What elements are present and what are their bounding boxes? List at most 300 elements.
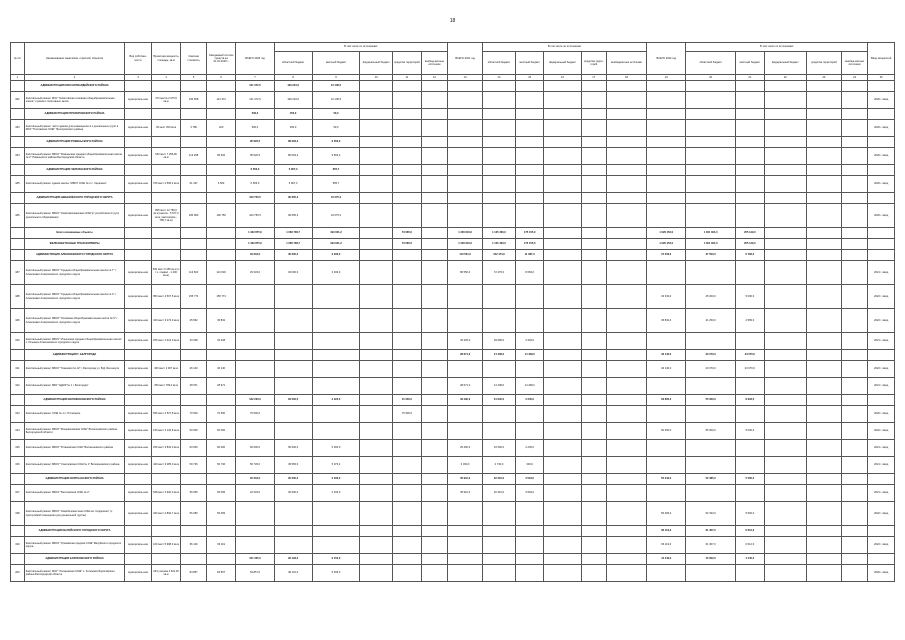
territory-2021-cell bbox=[581, 378, 606, 395]
remaining-balance-cell: 56 283 bbox=[206, 502, 236, 526]
extrabudget-2022-cell bbox=[841, 457, 867, 474]
federal-2020-cell bbox=[360, 333, 393, 350]
table-row bbox=[11, 485, 895, 502]
remaining-balance-cell: 50 736 bbox=[206, 457, 236, 474]
total-2022-cell: 1 026 453,0 bbox=[647, 239, 686, 250]
local-2020-cell bbox=[312, 502, 360, 526]
regional-2022-cell bbox=[686, 333, 736, 350]
extrabudget-2021-cell bbox=[606, 485, 646, 502]
regional-2020-cell: 109 224,0 bbox=[274, 92, 312, 109]
col-header-sources-2020: В том числе по источникам: bbox=[274, 43, 448, 52]
territory-2020-cell bbox=[393, 378, 422, 395]
ownership-kind-cell bbox=[125, 239, 151, 250]
territory-2022-cell bbox=[806, 440, 841, 457]
extrabudget-2020-cell bbox=[421, 228, 447, 239]
commission-year-cell: 2020 г. ввод bbox=[868, 204, 895, 228]
capacity-cell: 850 мест 4 567,5 кв.м bbox=[151, 285, 181, 309]
table-row bbox=[11, 261, 895, 285]
ownership-kind-cell: муниципаль-ная bbox=[125, 423, 151, 440]
local-2020-cell bbox=[312, 309, 360, 333]
local-2021-cell: 2 245,0 bbox=[515, 395, 544, 406]
federal-2021-cell bbox=[544, 250, 581, 261]
estimated-cost-cell bbox=[181, 109, 206, 120]
capacity-cell: 250 мест 3 832,0 кв.м bbox=[151, 440, 181, 457]
total-2020-cell: 1 332 875,0 bbox=[236, 239, 274, 250]
local-2021-cell bbox=[515, 565, 544, 582]
extrabudget-2020-cell bbox=[421, 239, 447, 250]
col-header-no: № п/п bbox=[11, 43, 25, 75]
ownership-kind-cell: муниципаль-ная bbox=[125, 120, 151, 137]
extrabudget-2022-cell bbox=[841, 406, 867, 423]
estimated-cost-cell: 60 000 bbox=[181, 423, 206, 440]
total-2020-cell: 50 736,0 bbox=[236, 457, 274, 474]
total-2022-cell: 66 119,0 bbox=[647, 526, 686, 537]
local-2022-cell: 5 000,0 bbox=[736, 285, 765, 309]
total-2021-cell bbox=[448, 204, 483, 228]
federal-2020-cell bbox=[360, 239, 393, 250]
federal-2020-cell bbox=[360, 109, 393, 120]
total-2020-cell: 95 626,5 bbox=[236, 137, 274, 148]
local-2021-cell bbox=[515, 81, 544, 92]
regional-2020-cell: 86 063,3 bbox=[274, 148, 312, 165]
regional-2021-cell bbox=[483, 204, 516, 228]
estimated-cost-cell: 66 119 bbox=[181, 537, 206, 554]
federal-2022-cell bbox=[764, 250, 806, 261]
extrabudget-2021-cell bbox=[606, 285, 646, 309]
capacity-cell bbox=[151, 165, 181, 176]
ownership-kind-cell bbox=[125, 526, 151, 537]
total-2022-cell: 63 800,0 bbox=[647, 395, 686, 406]
extrabudget-2022-cell bbox=[841, 120, 867, 137]
extrabudget-2021-cell bbox=[606, 92, 646, 109]
territory-2020-cell bbox=[393, 250, 422, 261]
regional-2021-cell bbox=[483, 406, 516, 423]
regional-2022-cell bbox=[686, 440, 736, 457]
federal-2022-cell bbox=[764, 81, 806, 92]
extrabudget-2022-cell bbox=[841, 440, 867, 457]
extrabudget-2020-cell bbox=[421, 350, 447, 361]
total-2021-cell: 35 910,0 bbox=[448, 474, 483, 485]
extrabudget-2020-cell bbox=[421, 554, 447, 565]
regional-2022-cell bbox=[686, 120, 736, 137]
federal-2021-cell bbox=[544, 137, 581, 148]
commission-year-cell bbox=[868, 137, 895, 148]
extrabudget-2021-cell bbox=[606, 526, 646, 537]
total-2020-cell: 1 332 875,0 bbox=[236, 228, 274, 239]
territory-2021-cell bbox=[581, 120, 606, 137]
territory-2021-cell bbox=[581, 239, 606, 250]
ownership-kind-cell: муниципаль-ная bbox=[125, 485, 151, 502]
local-2021-cell bbox=[515, 204, 544, 228]
federal-2022-cell bbox=[764, 193, 806, 204]
regional-2021-cell: 16 500,0 bbox=[483, 440, 516, 457]
investment-table-sheet bbox=[10, 42, 895, 582]
regional-2020-cell: 1 066 708,7 bbox=[274, 228, 312, 239]
total-2021-cell bbox=[448, 502, 483, 526]
federal-2021-cell bbox=[544, 565, 581, 582]
total-2021-cell bbox=[448, 285, 483, 309]
ownership-kind-cell bbox=[125, 554, 151, 565]
extrabudget-2021-cell bbox=[606, 554, 646, 565]
total-2020-cell bbox=[236, 502, 274, 526]
federal-2021-cell bbox=[544, 406, 581, 423]
regional-2020-cell: 20 000,0 bbox=[274, 485, 312, 502]
total-2021-cell bbox=[448, 309, 483, 333]
total-2022-cell: 55 343,0 bbox=[647, 474, 686, 485]
col-header-territory: средства территорий bbox=[806, 52, 841, 75]
regional-2022-cell: 40 002,0 bbox=[686, 554, 736, 565]
local-2021-cell bbox=[515, 120, 544, 137]
regional-2020-cell: 30 000,0 bbox=[274, 261, 312, 285]
ownership-kind-cell bbox=[125, 228, 151, 239]
extrabudget-2020-cell bbox=[421, 333, 447, 350]
object-name-cell: ЖЕЛЕЗОБЕТОННЫЕ ТРАНСФОРМЕРЫ bbox=[24, 239, 125, 250]
local-2022-cell bbox=[736, 485, 765, 502]
total-2022-cell: 37 533,0 bbox=[647, 250, 686, 261]
commission-year-cell bbox=[868, 395, 895, 406]
federal-2020-cell bbox=[360, 309, 393, 333]
ownership-kind-cell bbox=[125, 350, 151, 361]
territory-2021-cell bbox=[581, 440, 606, 457]
col-header-total-2020: ВСЕГО 2020 год bbox=[236, 43, 274, 75]
local-2022-cell bbox=[736, 165, 765, 176]
col-header-federal: федеральный бюджет bbox=[360, 52, 393, 75]
local-2020-cell: 9 152,0 bbox=[312, 554, 360, 565]
estimated-cost-cell bbox=[181, 250, 206, 261]
local-2022-cell: 23 070,0 bbox=[736, 350, 765, 361]
commission-year-cell: 2020 г. ввод bbox=[868, 565, 895, 582]
territory-2022-cell bbox=[806, 228, 841, 239]
total-2022-cell: 60 000,0 bbox=[647, 423, 686, 440]
territory-2021-cell bbox=[581, 333, 606, 350]
ownership-kind-cell: муниципаль-ная bbox=[125, 285, 151, 309]
extrabudget-2021-cell bbox=[606, 350, 646, 361]
total-2022-cell: 1 026 453,0 bbox=[647, 228, 686, 239]
regional-2021-cell bbox=[483, 148, 516, 165]
row-number-cell: 190 bbox=[11, 333, 25, 350]
extrabudget-2022-cell bbox=[841, 537, 867, 554]
object-name-cell: АДМИНИСТРАЦИЯ ЧЕРНЯНСКОГО РАЙОНА bbox=[24, 165, 125, 176]
estimated-cost-cell: 28 971 bbox=[181, 378, 206, 395]
local-2020-cell bbox=[312, 361, 360, 378]
col-header-regional: областной бюджет bbox=[274, 52, 312, 75]
remaining-balance-cell: 220 bbox=[206, 120, 236, 137]
total-2022-cell bbox=[647, 109, 686, 120]
extrabudget-2021-cell bbox=[606, 239, 646, 250]
federal-2020-cell bbox=[360, 148, 393, 165]
total-2021-cell bbox=[448, 193, 483, 204]
territory-2020-cell bbox=[393, 193, 422, 204]
object-name-cell: Капитальный ремонт МБУ "ЦДОР № 1 г. Белгорода" bbox=[24, 378, 125, 395]
capacity-cell: 30 мест 250 кв.м bbox=[151, 120, 181, 137]
object-name-cell: Капитальный ремонт МБОУ "Ровеньская средняя общеобразовательная школа № 2" Ровеньского района Белгородской области bbox=[24, 148, 125, 165]
total-2020-cell: 70 500,0 bbox=[236, 406, 274, 423]
local-2022-cell: 4 445,0 bbox=[736, 554, 765, 565]
remaining-balance-cell: 60 000 bbox=[206, 423, 236, 440]
remaining-balance-cell: 95 065 bbox=[206, 485, 236, 502]
territory-2021-cell bbox=[581, 148, 606, 165]
local-2022-cell bbox=[736, 193, 765, 204]
federal-2020-cell bbox=[360, 440, 393, 457]
table-row bbox=[11, 176, 895, 193]
estimated-cost-cell: 95 065 bbox=[181, 485, 206, 502]
extrabudget-2022-cell bbox=[841, 554, 867, 565]
extrabudget-2020-cell bbox=[421, 440, 447, 457]
total-2020-cell bbox=[236, 537, 274, 554]
column-number: 20 bbox=[686, 75, 736, 81]
territory-2022-cell bbox=[806, 485, 841, 502]
column-number: 24 bbox=[841, 75, 867, 81]
total-2020-cell: 500,0 bbox=[236, 109, 274, 120]
remaining-balance-cell: 95 626 bbox=[206, 148, 236, 165]
extrabudget-2021-cell bbox=[606, 565, 646, 582]
local-2021-cell: 8 084,0 bbox=[515, 261, 544, 285]
col-header-capacity: Проектная мощность, площадь, кв.м bbox=[151, 43, 181, 75]
ownership-kind-cell: муниципаль-ная bbox=[125, 309, 151, 333]
extrabudget-2020-cell bbox=[421, 285, 447, 309]
local-2021-cell bbox=[515, 165, 544, 176]
capacity-cell: 400 мест 2 367 кв.м bbox=[151, 361, 181, 378]
territory-2021-cell bbox=[581, 109, 606, 120]
total-2020-cell: 101 325,0 bbox=[236, 554, 274, 565]
territory-2021-cell bbox=[581, 250, 606, 261]
territory-2020-cell bbox=[393, 554, 422, 565]
federal-2022-cell bbox=[764, 120, 806, 137]
table-row bbox=[11, 378, 895, 395]
total-2022-cell bbox=[647, 81, 686, 92]
col-header-federal: федеральный бюджет bbox=[764, 52, 806, 75]
territory-2021-cell bbox=[581, 309, 606, 333]
row-number-cell bbox=[11, 137, 25, 148]
remaining-balance-cell: 28 971 bbox=[206, 378, 236, 395]
federal-2020-cell bbox=[360, 406, 393, 423]
capacity-cell bbox=[151, 250, 181, 261]
regional-2020-cell bbox=[274, 378, 312, 395]
extrabudget-2021-cell bbox=[606, 309, 646, 333]
page-number: 18 bbox=[449, 18, 456, 24]
local-2022-cell bbox=[736, 333, 765, 350]
federal-2021-cell bbox=[544, 350, 581, 361]
section-row bbox=[11, 109, 895, 120]
federal-2022-cell bbox=[764, 406, 806, 423]
local-2020-cell: 12 138,5 bbox=[312, 81, 360, 92]
local-2022-cell: 255 149,0 bbox=[736, 228, 765, 239]
regional-2020-cell bbox=[274, 423, 312, 440]
territory-2021-cell bbox=[581, 423, 606, 440]
local-2022-cell bbox=[736, 148, 765, 165]
extrabudget-2022-cell bbox=[841, 250, 867, 261]
regional-2021-cell bbox=[483, 193, 516, 204]
object-name-cell: Капитальный ремонт МБОУ "Новобеломестная СОШ им. Сидоренко" (с пристройкой помещения для дошкольной группы) bbox=[24, 502, 125, 526]
local-2021-cell: 2 245,0 bbox=[515, 440, 544, 457]
territory-2022-cell bbox=[806, 554, 841, 565]
commission-year-cell bbox=[868, 526, 895, 537]
total-2021-cell bbox=[448, 137, 483, 148]
local-2022-cell: 8 933,0 bbox=[736, 395, 765, 406]
extrabudget-2021-cell bbox=[606, 165, 646, 176]
column-number: 9 bbox=[312, 75, 360, 81]
federal-2022-cell bbox=[764, 378, 806, 395]
estimated-cost-cell bbox=[181, 193, 206, 204]
federal-2022-cell bbox=[764, 440, 806, 457]
capacity-cell: 420 мест 3 285,0 кв.м bbox=[151, 457, 181, 474]
extrabudget-2020-cell bbox=[421, 537, 447, 554]
territory-2020-cell bbox=[393, 502, 422, 526]
section-row bbox=[11, 165, 895, 176]
total-2020-cell: 22 333,0 bbox=[236, 485, 274, 502]
federal-2021-cell bbox=[544, 204, 581, 228]
federal-2020-cell bbox=[360, 250, 393, 261]
remaining-balance-cell bbox=[206, 526, 236, 537]
regional-2021-cell bbox=[483, 285, 516, 309]
territory-2022-cell bbox=[806, 565, 841, 582]
regional-2020-cell: 48 101,0 bbox=[274, 565, 312, 582]
territory-2021-cell bbox=[581, 526, 606, 537]
estimated-cost-cell bbox=[181, 350, 206, 361]
federal-2021-cell bbox=[544, 502, 581, 526]
ownership-kind-cell: муниципаль-ная bbox=[125, 92, 151, 109]
territory-2022-cell bbox=[806, 361, 841, 378]
federal-2020-cell bbox=[360, 137, 393, 148]
local-2020-cell: 655,7 bbox=[312, 176, 360, 193]
territory-2021-cell bbox=[581, 176, 606, 193]
total-2022-cell: 45 832,0 bbox=[647, 309, 686, 333]
regional-2022-cell: 37 500,0 bbox=[686, 250, 736, 261]
regional-2020-cell bbox=[274, 406, 312, 423]
local-2020-cell bbox=[312, 285, 360, 309]
col-header-commission: Ввод мощностей bbox=[868, 43, 895, 75]
total-2022-cell bbox=[647, 137, 686, 148]
regional-2021-cell: 1 125 460,0 bbox=[483, 239, 516, 250]
local-2022-cell: 4 583,0 bbox=[736, 309, 765, 333]
federal-2020-cell bbox=[360, 565, 393, 582]
territory-2021-cell bbox=[581, 474, 606, 485]
capacity-cell bbox=[151, 526, 181, 537]
object-name-cell: Капитальный ремонт МБОУ "Гимназия № 12" г. Белгорода ул. В.Д. Бегеннуля bbox=[24, 361, 125, 378]
regional-2022-cell: 52 333,0 bbox=[686, 502, 736, 526]
section-row bbox=[11, 395, 895, 406]
row-number-cell: 187 bbox=[11, 261, 25, 285]
remaining-balance-cell bbox=[206, 109, 236, 120]
extrabudget-2022-cell bbox=[841, 474, 867, 485]
col-header-federal: федеральный бюджет bbox=[544, 52, 581, 75]
total-2021-cell: 33 325,0 bbox=[448, 333, 483, 350]
column-number: 19 bbox=[647, 75, 686, 81]
regional-2020-cell: 90 655,3 bbox=[274, 204, 312, 228]
local-2020-cell: 193 001,2 bbox=[312, 239, 360, 250]
local-2022-cell: 23 070,0 bbox=[736, 361, 765, 378]
object-name-cell: Капитальный ремонт МБОУ "Ильинская средняя общеобразовательная школа" с. Ильинка Алексеевского городского округа bbox=[24, 333, 125, 350]
territory-2020-cell bbox=[393, 309, 422, 333]
extrabudget-2022-cell bbox=[841, 239, 867, 250]
federal-2021-cell bbox=[544, 378, 581, 395]
total-2020-cell bbox=[236, 333, 274, 350]
column-number: 13 bbox=[448, 75, 483, 81]
territory-2022-cell bbox=[806, 176, 841, 193]
territory-2022-cell bbox=[806, 474, 841, 485]
federal-2020-cell bbox=[360, 165, 393, 176]
ownership-kind-cell bbox=[125, 165, 151, 176]
territory-2020-cell bbox=[393, 423, 422, 440]
col-header-sources-2021: В том числе по источникам: bbox=[483, 43, 647, 52]
regional-2020-cell: 92 193,0 bbox=[274, 554, 312, 565]
extrabudget-2022-cell bbox=[841, 423, 867, 440]
extrabudget-2021-cell bbox=[606, 474, 646, 485]
total-2020-cell: 500,0 bbox=[236, 120, 274, 137]
federal-2020-cell bbox=[360, 474, 393, 485]
estimated-cost-cell: 46 140 bbox=[181, 361, 206, 378]
object-name-cell: Капитальный ремонт МОУ "Хотмыжская СОШ" с. Хотмыжск Борисовского района Белгородской области bbox=[24, 565, 125, 582]
commission-year-cell: 2020 г. ввод bbox=[868, 176, 895, 193]
regional-2020-cell bbox=[274, 361, 312, 378]
section-row bbox=[11, 239, 895, 250]
extrabudget-2022-cell bbox=[841, 309, 867, 333]
territory-2021-cell bbox=[581, 565, 606, 582]
local-2020-cell: 655,7 bbox=[312, 165, 360, 176]
capacity-cell: 600 мест 6 350 кв.м (с т.ч. подвал - 1 200 кв.м) bbox=[151, 261, 181, 285]
column-number: 25 bbox=[868, 75, 895, 81]
estimated-cost-cell: 230 508 bbox=[181, 92, 206, 109]
regional-2022-cell bbox=[686, 457, 736, 474]
table-row bbox=[11, 361, 895, 378]
territory-2022-cell bbox=[806, 120, 841, 137]
territory-2022-cell bbox=[806, 193, 841, 204]
federal-2021-cell bbox=[544, 554, 581, 565]
total-2022-cell bbox=[647, 333, 686, 350]
extrabudget-2020-cell bbox=[421, 423, 447, 440]
col-header-total-2021: ВСЕГО 2021 год bbox=[448, 43, 483, 75]
capacity-cell: 650 мест 4 527,8 кв.м bbox=[151, 406, 181, 423]
ownership-kind-cell bbox=[125, 250, 151, 261]
object-name-cell: Капитальный ремонт МБОУ "Фощеватовская СОШ" Волоконовского района Белгородской области bbox=[24, 423, 125, 440]
total-2021-cell bbox=[448, 165, 483, 176]
federal-2020-cell bbox=[360, 485, 393, 502]
federal-2022-cell bbox=[764, 309, 806, 333]
regional-2022-cell: 61 307,0 bbox=[686, 537, 736, 554]
ownership-kind-cell bbox=[125, 474, 151, 485]
territory-2022-cell bbox=[806, 285, 841, 309]
row-number-cell: 198 bbox=[11, 502, 25, 526]
total-2022-cell bbox=[647, 565, 686, 582]
estimated-cost-cell: 50 736 bbox=[181, 457, 206, 474]
total-2022-cell bbox=[647, 148, 686, 165]
extrabudget-2020-cell bbox=[421, 457, 447, 474]
local-2020-cell: 9 563,2 bbox=[312, 137, 360, 148]
estimated-cost-cell: 61 337 bbox=[181, 176, 206, 193]
capacity-cell bbox=[151, 81, 181, 92]
regional-2022-cell bbox=[686, 193, 736, 204]
territory-2020-cell bbox=[393, 474, 422, 485]
extrabudget-2021-cell bbox=[606, 333, 646, 350]
column-number: 7 bbox=[236, 75, 274, 81]
regional-2021-cell bbox=[483, 92, 516, 109]
regional-2020-cell bbox=[274, 309, 312, 333]
regional-2021-cell bbox=[483, 176, 516, 193]
capacity-cell: 150 мест 3 133,8 кв.м bbox=[151, 423, 181, 440]
extrabudget-2022-cell bbox=[841, 526, 867, 537]
capacity-cell: 272 места 2 075,5 кв.м bbox=[151, 92, 181, 109]
territory-2021-cell bbox=[581, 485, 606, 502]
ownership-kind-cell bbox=[125, 137, 151, 148]
total-2020-cell: 102 233,0 bbox=[236, 395, 274, 406]
capacity-cell: 100 мест 5 998,3 кв.м bbox=[151, 537, 181, 554]
local-2020-cell: 9 563,2 bbox=[312, 148, 360, 165]
federal-2022-cell bbox=[764, 554, 806, 565]
regional-2021-cell bbox=[483, 423, 516, 440]
local-2022-cell: 6 783,0 bbox=[736, 250, 765, 261]
remaining-balance-cell: 66 119 bbox=[206, 537, 236, 554]
territory-2020-cell bbox=[393, 485, 422, 502]
